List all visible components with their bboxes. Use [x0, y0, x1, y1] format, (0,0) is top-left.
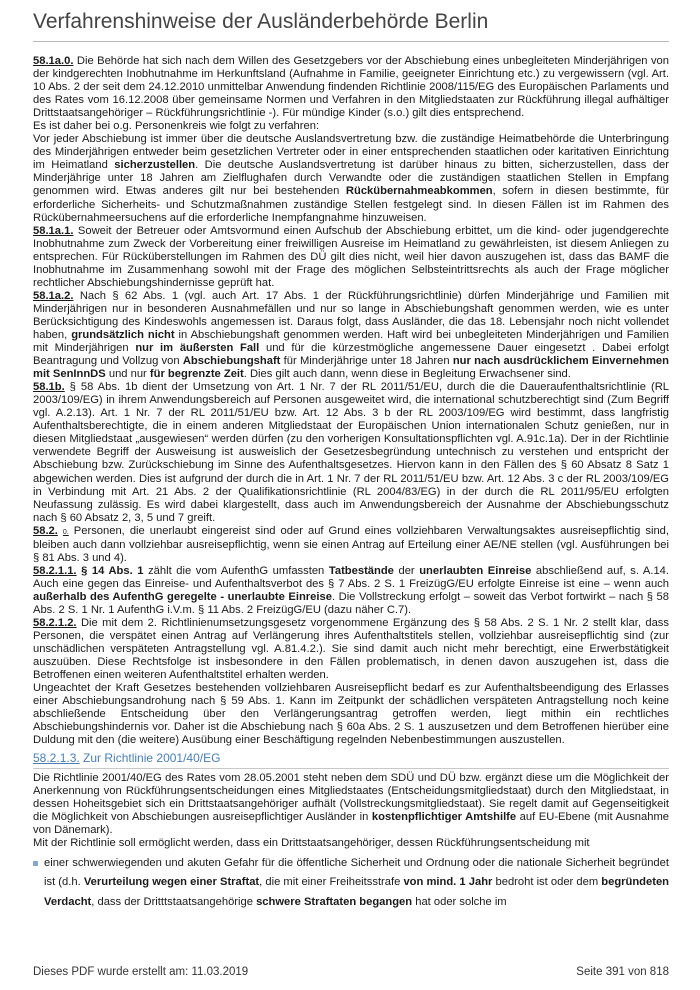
section-ref-58-1a-0: 58.1a.0.: [33, 55, 74, 67]
bold-text: begründeten Verdacht: [44, 876, 670, 908]
section-ref-58-2-1-2: 58.2.1.2.: [33, 617, 77, 630]
paragraph-text: in Abschiebungshaft genommen werden. Haft wird bei unbegleiteten Minderjährigen und Familien mit Minderjährigen: [33, 328, 669, 355]
bold-text: für begrenzte Zeit: [149, 368, 244, 381]
section-ref-58-2-sub: 0.: [62, 528, 69, 536]
paragraph-text: Soweit der Betreuer oder Amtsvormund einen Aufschub der Abschiebung erbittet, um die kind- oder jugendgerechte Inobhutnahme zum Zweck der Vorbereitung einer freiwilligen Ausreise im Heimatland zu gewährleisten, ist diesem Anliegen zu entsprechen. Für Rücküberstellungen im Rahmen des DÜ gilt dies nicht, weil hier davon auszugehen ist, dass das BAMF die Inobhutnahme im Zusammenhang sowohl mit der Frage des möglichen Selbsteintrittsrechts als auch der Frage möglicher rechtlicher Abschiebungshindernisse geprüft hat.: [33, 224, 669, 289]
paragraph-text: . Die Vollstreckung erfolgt – soweit das Verbot fortwirkt – nach § 58 Abs. 2 S. 1 Nr. 1 AufenthG i.V.m. § 11 Abs. 2 FreizügG/EU (dazu näher C.7).: [33, 590, 669, 616]
bold-text: Verurteilung wegen einer Straftat: [83, 876, 260, 889]
paragraph-58-1a-0: [33, 55, 669, 120]
bold-text: § 14 Abs. 1: [76, 564, 144, 577]
bold-text: unerlaubten Einreise: [419, 564, 532, 577]
paragraph-text: auf EU-Ebene (mit Ausnahme von Dänemark).: [33, 810, 669, 836]
section-heading-58-2-1-3: [33, 752, 669, 768]
bold-text: Abschiebungshaft: [182, 355, 281, 368]
bold-text: nur im äußersten Fall: [135, 342, 260, 355]
bold-text: Tatbestände: [328, 564, 394, 577]
section-ref-58-2-1-1: 58.2.1.1.: [33, 564, 77, 577]
paragraph-text: Die Behörde hat sich nach dem Willen des Gesetzgebers vor der Abschiebung eines unbegleiteten Minderjährigen von der kindgerechten Inobhutnahme im Herkunftsland (Aufnahme in Familie, geeigneter Einrichtung etc.) zu vergewissern (vgl. Art. 10 Abs. 2 der seit dem 24.12.2010 unmittelbar Anwendung findenden Richtlinie 2008/115/EG des Europäischen Parlaments und des Rates vom 16.12.2008 über gemeinsame Normen und Verfahren in den Mitgliedstaaten zur Rückführung illegal aufhältiger Drittstaatsangehöriger – Rückführungsrichtlinie -). Für mündige Kinder (s.o.) gilt dies entsprechend.: [33, 55, 669, 120]
paragraph-text: Die mit dem 2. Richtlinienumsetzungsgesetz vorgenommene Ergänzung des § 58 Abs. 2 S. 1 Nr. 2 stellt klar, dass Personen, die verspätet einen Antrag auf Verlängerung ihres Aufenthaltstitels stellen, vollziehbar ausreisepflichtig sind (zur unschädlichen verspäteten Antragstellung vgl. A.81.4.2.). Sie sind damit auch nicht mehr berechtigt, eine Erwerbstätigkeit auszuüben. Diese Rechtsfolge ist insbesondere in den Fällen problematisch, in denen davon auszugehen ist, dass die Betroffenen einen weiteren Aufenthaltstitel erhalten werden.: [33, 617, 669, 682]
page-number: Seite 391 von 818: [576, 966, 669, 978]
document-title: Verfahrenshinweise der Ausländerbehörde Berlin: [33, 10, 489, 33]
bold-text: Rückübernahmeabkommen: [345, 185, 493, 198]
paragraph-58-2: [33, 525, 669, 565]
section-heading-number: 58.2.1.3.: [33, 751, 80, 766]
list-text: , die mit einer Freiheitsstrafe: [259, 876, 404, 889]
bold-text: kostenpflichtiger Amtshilfe: [371, 810, 517, 823]
list-text: hat oder solche im: [412, 896, 507, 908]
document-body: [33, 55, 669, 913]
section-ref-58-1b: 58.1b.: [33, 381, 65, 394]
paragraph-text: . Die deutsche Auslandsvertretung ist darüber hinaus zu bitten, sicherzustellen, dass der Minderjährige unter 18 Jahren am Zielflughafen durch Verwandte oder die zuständigen staatlichen Stellen in Empfang genommen wird. Etwas anderes gilt nur bei bestehenden: [33, 159, 669, 198]
bold-text: von mind. 1 Jahr: [403, 876, 493, 889]
bold-text: sicherzustellen: [114, 159, 196, 172]
bold-text: grundsätzlich nicht: [71, 328, 175, 341]
section-heading-title: Zur Richtlinie 2001/40/EG: [79, 751, 221, 766]
paragraph-58-1b: [33, 381, 669, 525]
page-header: [33, 10, 669, 42]
section-ref-58-1a-2: 58.1a.2.: [33, 289, 74, 302]
paragraph-text: zählt die vom AufenthG umfassten: [143, 564, 329, 577]
paragraph-58-2-1-3: [33, 772, 669, 837]
paragraph-58-2-1-1: [33, 565, 669, 617]
list-text: bedroht ist oder dem: [492, 876, 602, 889]
paragraph-text: für Minderjährige unter 18 Jahren: [280, 355, 453, 368]
list-item: [33, 854, 669, 913]
bold-text: außerhalb des AufenthG geregelte - unerlaubte Einreise: [33, 590, 332, 603]
paragraph-line: Es ist daher bei o.g. Personenkreis wie folgt zu verfahren:: [33, 120, 320, 133]
paragraph-text: abschließend auf, s. A.14. Auch eine gegen das Einreise- und Aufenthaltsverbot des § 7 Abs. 2 S. 1 FreizügG/EU erfolgte Einreise ist eine – wenn auch: [33, 564, 669, 590]
paragraph-58-2-1-2: [33, 617, 669, 682]
paragraph-text: Vor jeder Abschiebung ist immer über die deutsche Auslandsvertretung bzw. die zuständige Heimatbehörde die Unterbringung des Minderjährigen entweder beim gesetzlichen Vertreter oder in einer entsprechenden staatlichen oder karitativen Einrichtung im Heimatland: [33, 133, 669, 172]
paragraph-text: der: [393, 564, 420, 577]
bold-text: schwere Straftaten begangen: [256, 896, 413, 908]
paragraph-text: § 58 Abs. 1b dient der Umsetzung von Art. 1 Nr. 7 der RL 2011/51/EU, durch die die Daueraufenthaltsrichtlinie (RL 2003/109/EG) in ihrem Anwendungsbereich auf Personen ausgeweitet wird, die international schutzberechtigt sind (Zum Begriff vgl. A.2.13). Art. 1 Nr. 7 der RL 2011/51/EU bzw. Art. 12 Abs. 3 b der RL 2003/109/EG wird bestimmt, dass langfristig Aufenthaltsberechtigte, die in einem anderen Mitgliedstaat der Europäischen Union internationalen Schutz genießen, nur in diesen Mitgliedstaat „ausgewiesen“ werden dürfen (zu den vorherigen Konsultationspflichten vgl. A.91c.1a). Der in der Richtlinie verwendete Begriff der Ausweisung ist ausweislich der Gesetzesbegründung untechnisch zu verstehen und entspricht der Abschiebung bzw. Zurückschiebung im Sinne des Aufenthaltsgesetzes. Hiervon kann in den Fällen des § 60 Absatz 8 Satz 1 abgewichen werden. Dies ist aufgrund der durch die in Art. 1 Nr. 7 der RL 2011/51/EU bzw. Art. 12 Abs. 3 c der RL 2003/109/EG in Verbindung mit Art. 21 Abs. 2 der Qualifikationsrichtlinie (RL 2004/83/EG) in der durch die RL 2011/95/EU erfolgten Neufassung zulässig. Es wird dabei klargestellt, dass auch im Anwendungsbereich der Ausnahme der Abschiebungsschutz nach § 60 Absatz 2, 3, 5 und 7 greift.: [33, 381, 669, 524]
paragraph-text: Nach § 62 Abs. 1 (vgl. auch Art. 17 Abs. 1 der Rückführungsrichtlinie) dürfen Minderjährige und Familien mit Minderjährigen nur in besonderen Ausnahmefällen und nur so lange in Abschiebungshaft genommen werden, wie es unter Berücksichtigung des Kindeswohls angemessen ist. Daraus folgt, dass Ausländer, die das 18. Lebensjahr noch nicht vollendet haben,: [33, 289, 669, 341]
paragraph-58-1a-2: [33, 290, 669, 381]
list-text: einer schwerwiegenden und akuten Gefahr für die öffentliche Sicherheit und Ordnung oder die nationale Sicherheit begründet ist (d.h.: [44, 856, 669, 889]
section-ref-58-1a-1: 58.1a.1.: [33, 224, 74, 237]
paragraph-text: und für die kürzestmögliche angemessene Dauer eingesetzt . Dabei erfolgt Beantragung und Vollzug von: [33, 342, 669, 368]
paragraph-text: , sofern in diesen bestimmte, für erforderliche Sicherheits- und Schutzmaßnahmen zuständige Stellen festgelegt sind. In diesen Fällen ist im Rahmen des Rückübernahmeersuchens auf die erforderliche Inempfangnahme hinzuweisen.: [33, 185, 670, 224]
list-text: , dass der Dritttstaatsangehörige: [91, 896, 257, 908]
paragraph-58-2-1-2-cont: Ungeachtet der Kraft Gesetzes bestehenden vollziehbaren Ausreisepflicht bedarf es zur Aufenthaltsbeendigung des Erlasses einer Abschiebungsandrohung nach § 59 Abs. 1. Kann im Zeitpunkt der schädlichen verspäteten Antragstellung noch keine abschließende Entscheidung über den Verlängerungsantrag getroffen werden, liegt mithin ein rechtliches Abschiebungshindernis vor. Daher ist die Abschiebung nach § 60a Abs. 2 S. 1 auszusetzen und dem Betroffenen hierüber eine Duldung mit den (die weitere) Ausübung einer Beschäftigung regelnden Nebenbestimmungen auszustellen.: [33, 682, 669, 747]
section-ref-58-2: 58.2.: [33, 524, 58, 537]
paragraph-line: Mit der Richtlinie soll ermöglicht werden, dass ein Drittstaatsangehöriger, dessen Rückführungsentscheidung mit: [33, 836, 590, 849]
paragraph-text: Personen, die unerlaubt eingereist sind oder auf Grund eines vollziehbaren Verwaltungsaktes ausreisepflichtig sind, bleiben auch dann vollziehbar ausreisepflichtig, wenn sie einen Antrag auf Erteilung einer AE/NE stellen (vgl. Ausführungen bei § 81 Abs. 3 und 4).: [33, 524, 669, 564]
paragraph-text: Die Richtlinie 2001/40/EG des Rates vom 28.05.2001 steht neben dem SDÜ und DÜ bzw. ergänzt diese um die Möglichkeit der Anerkennung von Rückführungsentscheidungen eines Mitgliedstaates (Entscheidungsmitgliedstaat) durch den Mitgliedstaat, in dessen Hoheitsgebiet sich ein Drittstaatsangehöriger aufhält (Vollstreckungsmitgliedstaat). Sie regelt damit auf Gegenseitigkeit die Möglichkeit von Abschiebungen ausreisepflichtiger Ausländer in: [33, 771, 669, 823]
paragraph-text: und nur: [105, 368, 150, 381]
bullet-icon: [33, 861, 38, 866]
creation-date: Dieses PDF wurde erstellt am: 11.03.2019: [33, 966, 249, 978]
paragraph-text: . Dies gilt auch dann, wenn diese in Begleitung Erwachsener sind.: [243, 368, 571, 381]
bold-text: nur nach ausdrücklichem Einvernehmen mit SenInnDS: [33, 355, 669, 381]
paragraph-58-1a-1: [33, 225, 669, 290]
paragraph-procedure: [33, 133, 669, 224]
